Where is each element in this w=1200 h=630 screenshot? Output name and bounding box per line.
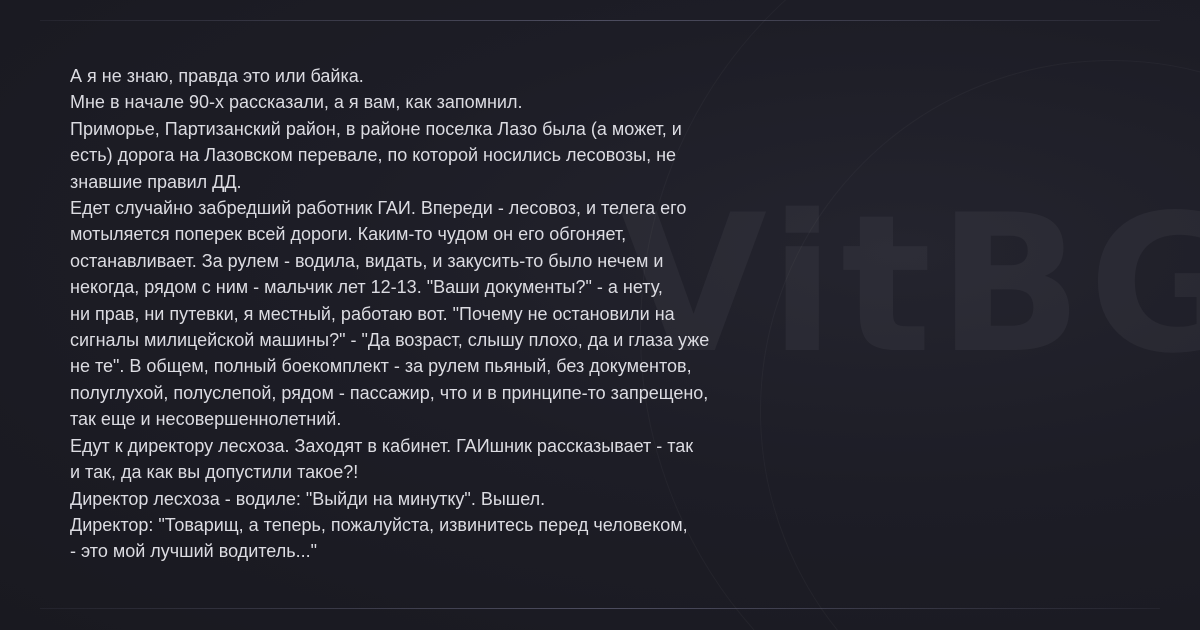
story-line: не те". В общем, полный боекомплект - за рулем пьяный, без документов, — [70, 356, 692, 377]
story-line: есть) дорога на Лазовском перевале, по которой носились лесовозы, не — [70, 145, 677, 166]
story-line: и так, да как вы допустили такое?! — [70, 462, 359, 483]
story-line: знавшие правил ДД. — [70, 171, 242, 192]
story-text — [70, 63, 790, 565]
top-divider — [40, 20, 1160, 21]
story-line: Мне в начале 90-х рассказали, а я вам, как запомнил. — [70, 92, 523, 113]
story-line: - это мой лучший водитель..." — [70, 541, 317, 562]
story-line: сигналы милицейской машины?" - "Да возраст, слышу плохо, да и глаза уже — [70, 330, 710, 351]
story-line: полуглухой, полуслепой, рядом - пассажир, что и в принципе-то запрещено, — [70, 382, 709, 403]
story-line: некогда, рядом с ним - мальчик лет 12-13. "Ваши документы?" - а нету, — [70, 277, 663, 298]
story-line: Директор: "Товарищ, а теперь, пожалуйста, извинитесь перед человеком, — [70, 514, 688, 535]
story-line: А я не знаю, правда это или байка. — [70, 66, 364, 86]
story-line: Едет случайно забредший работник ГАИ. Впереди - лесовоз, и телега его — [70, 198, 687, 219]
story-line: Едут к директору лесхоза. Заходят в кабинет. ГАИшник рассказывает - так — [70, 435, 694, 456]
story-line: останавливает. За рулем - водила, видать, и закусить-то было нечем и — [70, 250, 664, 271]
story-line: так еще и несовершеннолетний. — [70, 409, 342, 430]
story-line: Директор лесхоза - водиле: "Выйди на минутку". Вышел. — [70, 488, 546, 509]
story-line: Приморье, Партизанский район, в районе поселка Лазо была (а может, и — [70, 118, 682, 139]
bottom-divider — [40, 608, 1160, 609]
story-line: ни прав, ни путевки, я местный, работаю вот. "Почему не остановили на — [70, 303, 675, 324]
story-line: мотыляется поперек всей дороги. Каким-то чудом он его обгоняет, — [70, 224, 627, 245]
